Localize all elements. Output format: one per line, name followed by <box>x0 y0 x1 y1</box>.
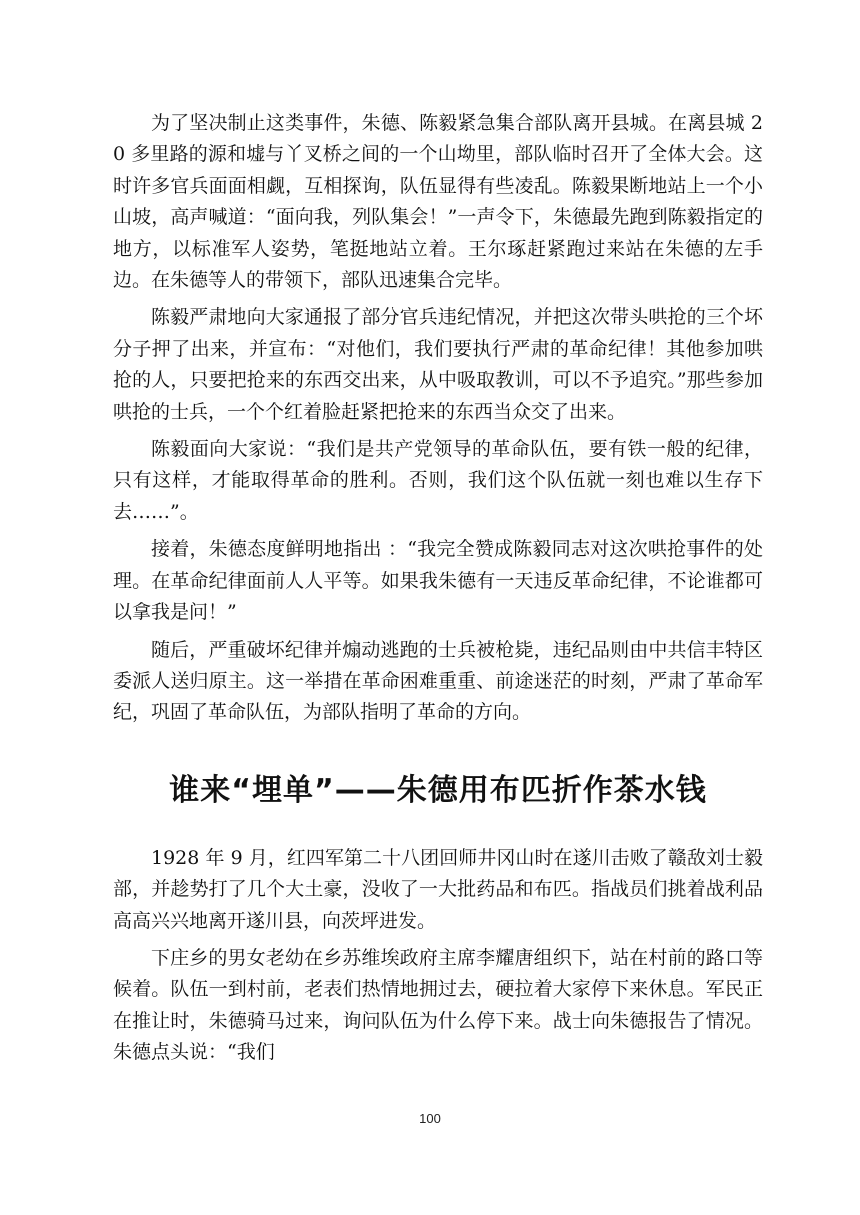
paragraph: 接着，朱德态度鲜明地指出 ：“我完全赞成陈毅同志对这次哄抢事件的处理。在革命纪律面前人人平等。如果我朱德有一天违反革命纪律，不论谁都可以拿我是问！” <box>113 538 763 624</box>
paragraph: 为了坚决制止这类事件，朱德、陈毅紧急集合部队离开县城。在离县城 20 多里路的源和墟与丫叉桥之间的一个山坳里，部队临时召开了全体大会。这时许多官兵面面相觑，互相探询，队伍显得有些凌乱。陈毅果断地站上一个小山坡，高声喊道：“面向我，列队集会！”一声令下，朱德最先跑到陈毅指定的地方，以标准军人姿势，笔挺地站立着。王尔琢赶紧跑过来站在朱德的左手边。在朱德等人的带领下，部队迅速集合完毕。 <box>113 112 763 292</box>
paragraph: 随后，严重破坏纪律并煽动逃跑的士兵被枪毙，违纪品则由中共信丰特区委派人送归原主。这一举措在革命困难重重、前途迷茫的时刻，严肃了革命军纪，巩固了革命队伍，为部队指明了革命的方向。 <box>113 638 763 724</box>
paragraph: 下庄乡的男女老幼在乡苏维埃政府主席李耀唐组织下，站在村前的路口等候着。队伍一到村前，老表们热情地拥过去，硬拉着大家停下来休息。军民正在推让时，朱德骑马过来，询问队伍为什么停下来。战士向朱德报告了情况。朱德点头说：“我们 <box>113 946 763 1064</box>
document-page <box>113 108 763 1075</box>
paragraph: 陈毅面向大家说：“我们是共产党领导的革命队伍，要有铁一般的纪律，只有这样，才能取得革命的胜利。否则，我们这个队伍就一刻也难以生存下去……”。 <box>113 438 763 523</box>
page-number: 100 <box>419 1111 441 1126</box>
section-heading: 谁来“埋单”——朱德用布匹折作茶水钱 <box>169 772 707 808</box>
paragraph: 1928 年 9 月，红四军第二十八团回师井冈山时在遂川击败了赣敌刘士毅部，并趁势打了几个大土豪，没收了一大批药品和布匹。指战员们挑着战利品高高兴兴地离开遂川县，向茨坪进发。 <box>113 846 763 932</box>
paragraph: 陈毅严肃地向大家通报了部分官兵违纪情况，并把这次带头哄抢的三个坏分子押了出来，并宣布：“对他们，我们要执行严肃的革命纪律！其他参加哄抢的人，只要把抢来的东西交出来，从中吸取教训，可以不予追究。”那些参加哄抢的士兵，一个个红着脸赶紧把抢来的东西当众交了出来。 <box>113 306 763 423</box>
